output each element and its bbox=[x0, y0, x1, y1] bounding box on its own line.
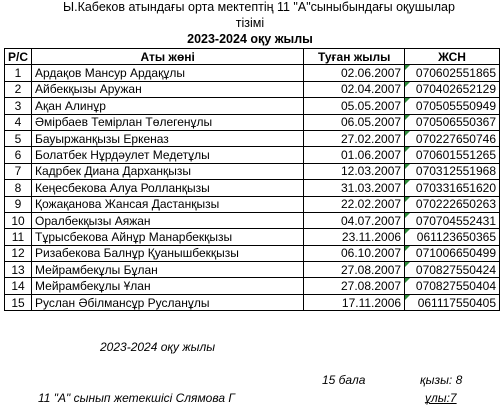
jsn-cell[interactable]: 070331651620 bbox=[405, 180, 500, 196]
row-number[interactable]: 1 bbox=[5, 65, 32, 81]
birth-date[interactable]: 02.06.2007 bbox=[304, 65, 405, 81]
student-name[interactable]: Қожақанова Жансая Дастанқызы bbox=[32, 196, 304, 212]
table-row bbox=[5, 212, 500, 228]
birth-date[interactable]: 04.07.2007 bbox=[304, 212, 405, 228]
column-header-jsn[interactable]: ЖСН bbox=[405, 49, 500, 65]
table-row bbox=[5, 81, 500, 97]
student-table bbox=[4, 48, 500, 311]
birth-date[interactable]: 05.05.2007 bbox=[304, 98, 405, 114]
table-row bbox=[5, 147, 500, 163]
row-number[interactable]: 7 bbox=[5, 163, 32, 179]
footer-student-count[interactable]: 15 бала bbox=[322, 373, 366, 387]
table-header-row bbox=[5, 49, 500, 65]
footer-girls-count[interactable]: қызы: 8 bbox=[420, 373, 463, 387]
student-name[interactable]: Мейрамбекұлы Ұлан bbox=[32, 278, 304, 294]
footer-school-year[interactable]: 2023-2024 оқу жылы bbox=[100, 340, 216, 354]
birth-date[interactable]: 17.11.2006 bbox=[304, 294, 405, 310]
birth-date[interactable]: 23.11.2006 bbox=[304, 229, 405, 245]
birth-date[interactable]: 27.08.2007 bbox=[304, 278, 405, 294]
row-number[interactable]: 11 bbox=[5, 229, 32, 245]
column-header-number[interactable]: Р/С bbox=[5, 49, 32, 65]
row-number[interactable]: 13 bbox=[5, 262, 32, 278]
document-title-year: 2023-2024 оқу жылы bbox=[187, 32, 313, 46]
row-number[interactable]: 2 bbox=[5, 81, 32, 97]
row-number[interactable]: 9 bbox=[5, 196, 32, 212]
birth-date[interactable]: 22.02.2007 bbox=[304, 196, 405, 212]
jsn-cell[interactable]: 070505550949 bbox=[405, 98, 500, 114]
footer-class-teacher[interactable]: 11 "А" сынып жетекшісі Слямова Г bbox=[38, 391, 235, 405]
jsn-cell[interactable]: 061123650365 bbox=[405, 229, 500, 245]
jsn-cell[interactable]: 070602551865 bbox=[405, 65, 500, 81]
student-name[interactable]: Мейрамбекұлы Бұлан bbox=[32, 262, 304, 278]
document-title-line-2: тізімі bbox=[235, 16, 265, 30]
birth-date[interactable]: 31.03.2007 bbox=[304, 180, 405, 196]
student-name[interactable]: Руслан Әбілмансұр Русланұлы bbox=[32, 294, 304, 310]
jsn-cell[interactable]: 070827550404 bbox=[405, 278, 500, 294]
table-row bbox=[5, 196, 500, 212]
birth-date[interactable]: 27.02.2007 bbox=[304, 130, 405, 146]
row-number[interactable]: 3 bbox=[5, 98, 32, 114]
birth-date[interactable]: 27.08.2007 bbox=[304, 262, 405, 278]
birth-date[interactable]: 02.04.2007 bbox=[304, 81, 405, 97]
birth-date[interactable]: 12.03.2007 bbox=[304, 163, 405, 179]
table-row bbox=[5, 262, 500, 278]
student-name[interactable]: Кадрбек Диана Дарханқызы bbox=[32, 163, 304, 179]
jsn-cell[interactable]: 061117550405 bbox=[405, 294, 500, 310]
row-number[interactable]: 6 bbox=[5, 147, 32, 163]
table-row bbox=[5, 98, 500, 114]
student-name[interactable]: Кеңесбекова Алуа Ролланқызы bbox=[32, 180, 304, 196]
jsn-cell[interactable]: 070312551968 bbox=[405, 163, 500, 179]
birth-date[interactable]: 01.06.2007 bbox=[304, 147, 405, 163]
row-number[interactable]: 12 bbox=[5, 245, 32, 261]
table-row bbox=[5, 278, 500, 294]
jsn-cell[interactable]: 070827550424 bbox=[405, 262, 500, 278]
student-name[interactable]: Тұрысбекова Айнұр Манарбекқызы bbox=[32, 229, 304, 245]
student-name[interactable]: Әмірбаев Темірлан Төлегенұлы bbox=[32, 114, 304, 130]
row-number[interactable]: 4 bbox=[5, 114, 32, 130]
jsn-cell[interactable]: 070222650263 bbox=[405, 196, 500, 212]
column-header-birth-date[interactable]: Туған жылы bbox=[304, 49, 405, 65]
table-row bbox=[5, 130, 500, 146]
jsn-cell[interactable]: 071006650499 bbox=[405, 245, 500, 261]
row-number[interactable]: 8 bbox=[5, 180, 32, 196]
footer-boys-count[interactable] bbox=[425, 391, 457, 405]
jsn-cell[interactable]: 070601551265 bbox=[405, 147, 500, 163]
table-row bbox=[5, 245, 500, 261]
student-name[interactable]: Айбекқызы Аружан bbox=[32, 81, 304, 97]
jsn-cell[interactable]: 070506550367 bbox=[405, 114, 500, 130]
column-header-name[interactable]: Аты жөні bbox=[32, 49, 304, 65]
table-row bbox=[5, 65, 500, 81]
row-number[interactable]: 5 bbox=[5, 130, 32, 146]
jsn-cell[interactable]: 070402652129 bbox=[405, 81, 500, 97]
table-row bbox=[5, 294, 500, 310]
table-row bbox=[5, 114, 500, 130]
student-name[interactable]: Ардақов Мансур Ардақұлы bbox=[32, 65, 304, 81]
birth-date[interactable]: 06.10.2007 bbox=[304, 245, 405, 261]
row-number[interactable]: 14 bbox=[5, 278, 32, 294]
student-name[interactable]: Ақан Алинұр bbox=[32, 98, 304, 114]
boys-count-text: ұлы:7 bbox=[425, 391, 457, 405]
row-number[interactable]: 10 bbox=[5, 212, 32, 228]
document-title-line-1: Ы.Кабеков атындағы орта мектептің 11 "А"сыныбындағы оқушылар bbox=[63, 0, 455, 14]
table-row bbox=[5, 180, 500, 196]
student-name[interactable]: Ризабекова Балнұр Қуанышбекқызы bbox=[32, 245, 304, 261]
table-row bbox=[5, 229, 500, 245]
row-number[interactable]: 15 bbox=[5, 294, 32, 310]
birth-date[interactable]: 06.05.2007 bbox=[304, 114, 405, 130]
jsn-cell[interactable]: 070704552431 bbox=[405, 212, 500, 228]
student-name[interactable]: Оралбекқызы Аяжан bbox=[32, 212, 304, 228]
table-row bbox=[5, 163, 500, 179]
jsn-cell[interactable]: 070227650746 bbox=[405, 130, 500, 146]
student-name[interactable]: Бауыржанқызы Еркеназ bbox=[32, 130, 304, 146]
student-name[interactable]: Болатбек Нұрдәулет Медетұлы bbox=[32, 147, 304, 163]
